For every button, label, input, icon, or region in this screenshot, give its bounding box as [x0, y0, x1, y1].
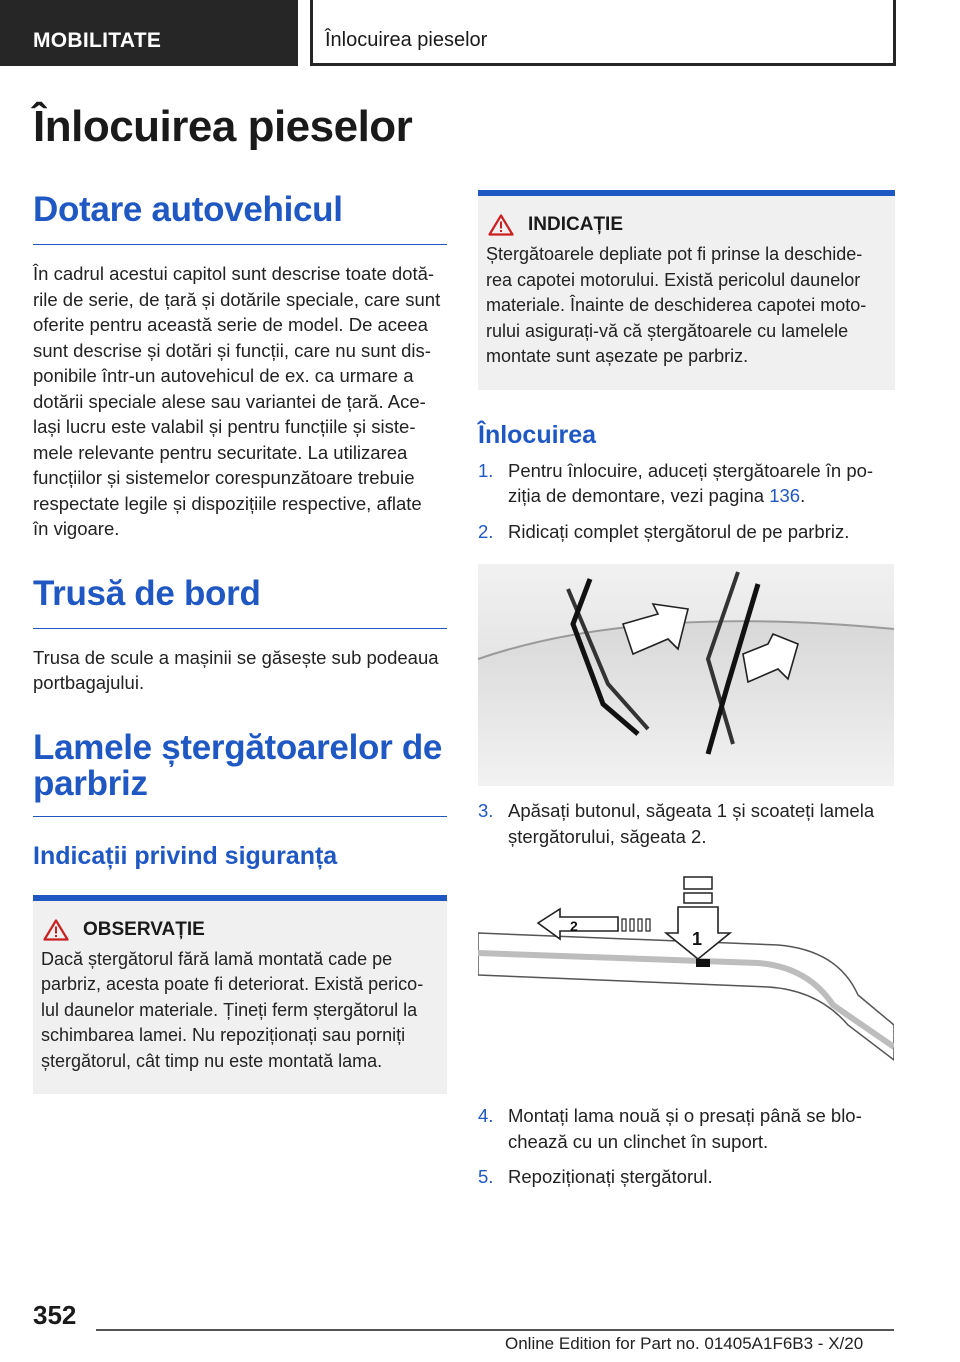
step-number: 3.	[478, 800, 494, 821]
text-line: parbriz, acesta poate fi deteriorat. Există perico‐	[41, 974, 424, 994]
notice-header	[41, 919, 439, 941]
step-text: Pentru înlocuire, aduceți ștergătoarele în po‐	[508, 459, 874, 481]
heading-line: parbriz	[33, 763, 148, 803]
notice-text	[41, 947, 439, 1075]
heading-trusa: Trusă de bord	[33, 574, 447, 629]
notice-header	[486, 214, 887, 236]
notice-title: INDICAȚIE	[528, 214, 623, 235]
text-line: În cadrul acestui capitol sunt descrise toate dotă‐	[33, 263, 435, 284]
text-line: ștergătorul, cât timp nu este montată lama.	[41, 1050, 383, 1071]
step-number: 1.	[478, 459, 494, 481]
arrow-label-1: 1	[692, 929, 703, 949]
text-line: rile de serie, de țară și dotările speciale, care sunt	[33, 288, 441, 310]
list-item	[478, 1103, 895, 1154]
subheading-siguranta: Indicații privind siguranța	[33, 841, 338, 870]
wiper-windscreen-illustration	[478, 564, 894, 786]
footer-divider	[96, 1329, 894, 1331]
text-line: rea capotei motorului. Există pericolul daunelor	[486, 269, 861, 290]
notice-box-indicatie	[478, 190, 895, 390]
list-item	[478, 798, 895, 849]
steps-list-b	[478, 798, 895, 849]
right-column	[478, 190, 895, 1190]
left-column	[33, 190, 447, 1094]
list-item	[478, 1164, 895, 1190]
text-line: oferite pentru această serie de model. De aceea	[33, 314, 428, 335]
section-label: MOBILITATE	[0, 0, 298, 66]
text-line: portbagajului.	[33, 672, 145, 693]
figure-wiper-windscreen	[478, 564, 894, 786]
text-line: ponibile într-un autovehicul de ex. ca urmare a	[33, 365, 414, 386]
step-text: ștergătorului, săgeata 2.	[508, 825, 707, 847]
edition-note: Online Edition for Part no. 01405A1F6B3 - X/20	[505, 1334, 864, 1353]
text-line: respectate legile și dispozițiile respective, aflate	[33, 492, 422, 514]
text-line: Trusa de scule a mașinii se găsește sub podeaua	[33, 646, 439, 668]
text-line: lași lucru este valabil și pentru funcțiile și siste‐	[33, 416, 416, 437]
arrow-label-2: 2	[570, 918, 578, 934]
page-title: Înlocuirea pieselor	[33, 102, 413, 151]
text-line: schimbarea lamei. Nu repoziționați sau porniți	[41, 1025, 406, 1045]
page-header	[0, 0, 960, 66]
step-text-part: ziția de demontare, vezi pagina	[508, 485, 770, 506]
heading-line: Lamele ștergătoarelor de	[33, 727, 443, 767]
steps-list-c	[478, 1103, 895, 1190]
step-number: 4.	[478, 1105, 494, 1126]
step-text: Apăsați butonul, săgeata 1 și scoateți lamela	[508, 800, 875, 821]
page-number: 352	[33, 1300, 77, 1330]
heading-lamele	[33, 727, 447, 817]
step-text: Ridicați complet ștergătorul de pe parbriz.	[508, 520, 850, 542]
notice-box-observatie	[33, 895, 447, 1095]
text-line: mele relevante pentru securitate. La utilizarea	[33, 441, 408, 463]
text-line: lul daunelor materiale. Țineți ferm ștergătorul la	[41, 999, 418, 1020]
heading-dotare: Dotare autovehicul	[33, 190, 447, 245]
step-text: chează cu un clinchet în suport.	[508, 1130, 769, 1152]
step-number: 2.	[478, 520, 494, 542]
page-reference-link[interactable]: 136	[769, 485, 801, 506]
step-text: Montați lama nouă și o presați până se blo‐	[508, 1105, 862, 1126]
chapter-label: Înlocuirea pieselor	[310, 0, 896, 66]
text-line: montate sunt așezate pe parbriz.	[486, 346, 749, 366]
notice-text	[486, 242, 887, 370]
steps-list-a	[478, 458, 895, 545]
text-line: în vigoare.	[33, 518, 120, 539]
list-item	[478, 519, 895, 545]
step-text	[508, 483, 873, 509]
text-line: sunt descrise și dotări și funcții, care nu sunt dis‐	[33, 339, 431, 361]
step-number: 5.	[478, 1166, 494, 1187]
text-line: Dacă ștergătorul fără lamă montată cade pe	[41, 948, 393, 969]
warning-icon	[488, 214, 514, 236]
list-item	[478, 458, 895, 509]
text-line: materiale. Înainte de deschiderea capotei moto‐	[486, 295, 867, 315]
text-line: funcțiilor și sistemelor corespunzătoare trebuie	[33, 467, 415, 488]
figure-wiper-blade-release	[478, 875, 894, 1083]
text-line: rului asigurați-vă că ștergătoarele cu lamelele	[486, 320, 849, 341]
paragraph-dotare	[33, 261, 447, 542]
warning-icon	[43, 919, 69, 941]
paragraph-trusa	[33, 645, 447, 696]
step-text-part: .	[800, 485, 806, 506]
step-text: Repoziționați ștergătorul.	[508, 1166, 713, 1187]
text-line: dotării speciale alese sau variantei de țară. Ace‐	[33, 390, 426, 412]
wiper-blade-illustration	[478, 875, 894, 1083]
notice-title: OBSERVAȚIE	[83, 918, 205, 940]
text-line: Ștergătoarele depliate pot fi prinse la deschide‐	[486, 244, 863, 264]
heading-inlocuirea: Înlocuirea	[478, 420, 597, 449]
